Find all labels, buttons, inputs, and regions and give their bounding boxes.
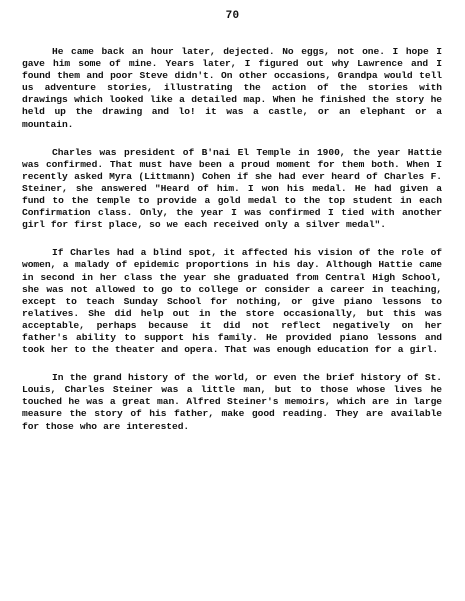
page-number: 70 <box>225 10 240 22</box>
paragraph-grand-history: In the grand history of the world, or even the brief history of St. Louis, Charles Steiner was a little man, but to those whose lives he touched he was a great man. Alfred Steiner's memoirs, which are in large measure the story of his father, make good reading. They are available for those who are interested. <box>22 372 442 432</box>
paragraph-temple-president: Charles was president of B'nai El Temple in 1900, the year Hattie was confirmed. That must have been a proud moment for them both. When I recently asked Myra (Littmann) Cohen if she had ever heard of Charles F. Steiner, she answered "Heard of him. I won his medal. He had given a fund to the temple to provide a gold medal to the top student in each Confirmation class. Only, the year I was confirmed I tied with another girl for first place, so we each received only a silver medal". <box>22 146 442 231</box>
body-text <box>22 46 442 449</box>
paragraph-easter-eggs: He came back an hour later, dejected. No eggs, not one. I hope I gave him some of mine. Years later, I figured out why Lawrence and I found them and poor Steve didn't. On other occasions, Grandpa would tell us adventure stories, illustrating the action of the stories with drawings which looked like a detailed map. When he finished the story he held up the drawing and lo! it was a castle, or an elephant or a mountain. <box>22 46 442 130</box>
paragraph-role-of-women: If Charles had a blind spot, it affected his vision of the role of women, a malady of epidemic proportions in his day. Although Hattie came in second in her class the year she graduated from Central High School, she was not allowed to go to college or consider a career in teaching, except to teach Sunday School for nothing, or give piano lessons to relatives. She did help out in the store occasionally, but this was acceptable, perhaps because it did not reflect negatively on her father's ability to support his family. He provided piano lessons and took her to the theater and opera. That was enough education for a girl. <box>22 247 442 356</box>
